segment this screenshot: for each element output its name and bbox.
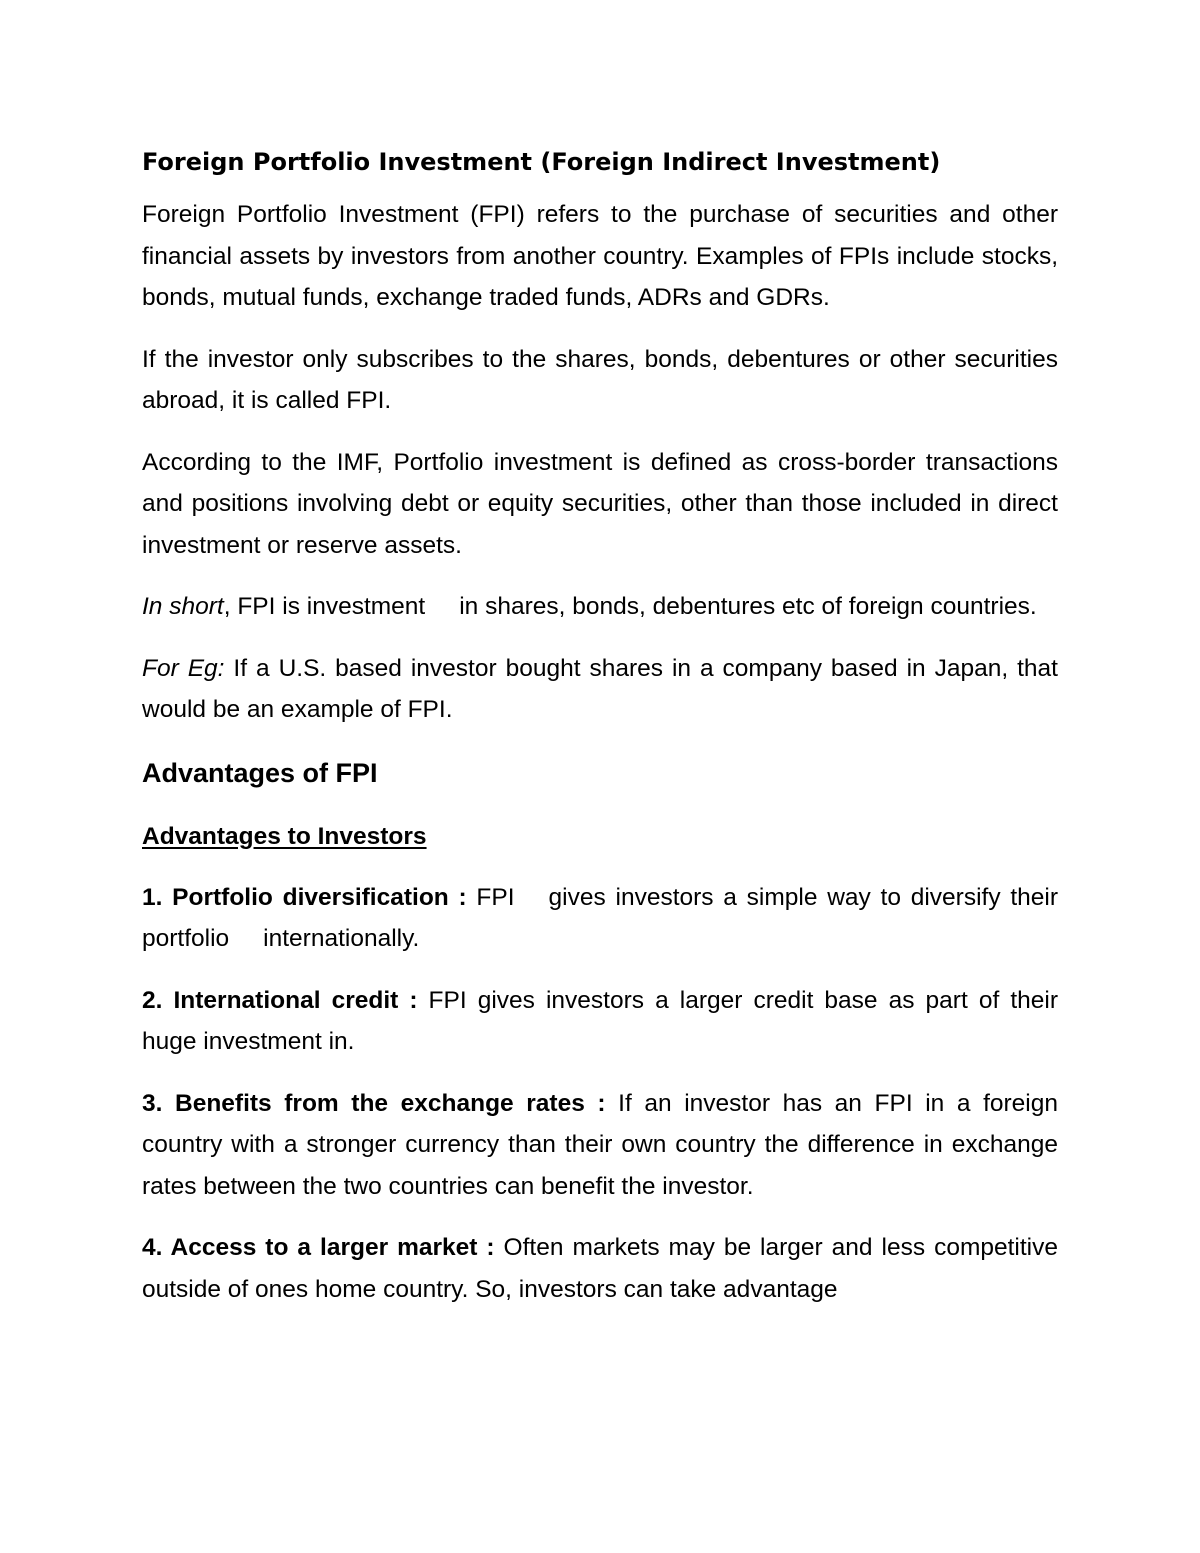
list-item-text: Often markets may be larger and less competitive outside of ones home country. So, investors can take advantage (142, 1234, 1058, 1303)
list-item-text-c: internationally. (263, 925, 420, 952)
list-item-larger-market (142, 1227, 1058, 1310)
list-item-text-a: FPI (466, 883, 515, 911)
in-short-text-b: in shares, bonds, debentures etc of foreign countries. (459, 593, 1037, 620)
in-short-label: In short (142, 593, 224, 620)
list-item-text: If an investor has an FPI in a foreign country with a stronger currency than their own country the difference in exchange rates between the two countries can benefit the investor. (142, 1089, 1058, 1200)
paragraph-definition: Foreign Portfolio Investment (FPI) refers to the purchase of securities and other financial assets by investors from another country. Examples of FPIs include stocks, bonds, mutual funds, exchange traded funds, ADRs and GDRs. (142, 201, 1058, 311)
list-item-diversification (142, 877, 1058, 960)
example-label: For Eg: (142, 654, 225, 682)
document-title: Foreign Portfolio Investment (Foreign Indirect Investment) (142, 148, 941, 176)
advantages-heading: Advantages of FPI (142, 757, 378, 788)
paragraph-subscription: If the investor only subscribes to the shares, bonds, debentures or other securities abroad, it is called FPI. (142, 345, 1058, 414)
list-item-text-b: gives investors a simple way to diversify their portfolio (142, 883, 1058, 952)
list-item-exchange-rates (142, 1083, 1058, 1208)
list-item-text: FPI gives investors a larger credit base as part of their huge investment in. (142, 986, 1058, 1055)
paragraph-example (142, 648, 1058, 731)
paragraph-imf-definition: According to the IMF, Portfolio investment is defined as cross-border transactions and positions involving debt or equity securities, other than those included in direct investment or reserve assets. (142, 448, 1058, 559)
example-text: If a U.S. based investor bought shares in a company based in Japan, that would be an example of FPI. (142, 654, 1058, 723)
list-item-label: 2. International credit : (142, 986, 418, 1014)
investors-subheading: Advantages to Investors (142, 822, 427, 850)
in-short-text-a: , FPI is investment (223, 593, 426, 620)
paragraph-in-short (142, 586, 1058, 628)
list-item-international-credit (142, 980, 1058, 1063)
list-item-label: 4. Access to a larger market : (142, 1234, 495, 1261)
list-item-label: 3. Benefits from the exchange rates : (142, 1089, 606, 1117)
document-page (142, 140, 1058, 1330)
list-item-label: 1. Portfolio diversification : (142, 883, 467, 911)
